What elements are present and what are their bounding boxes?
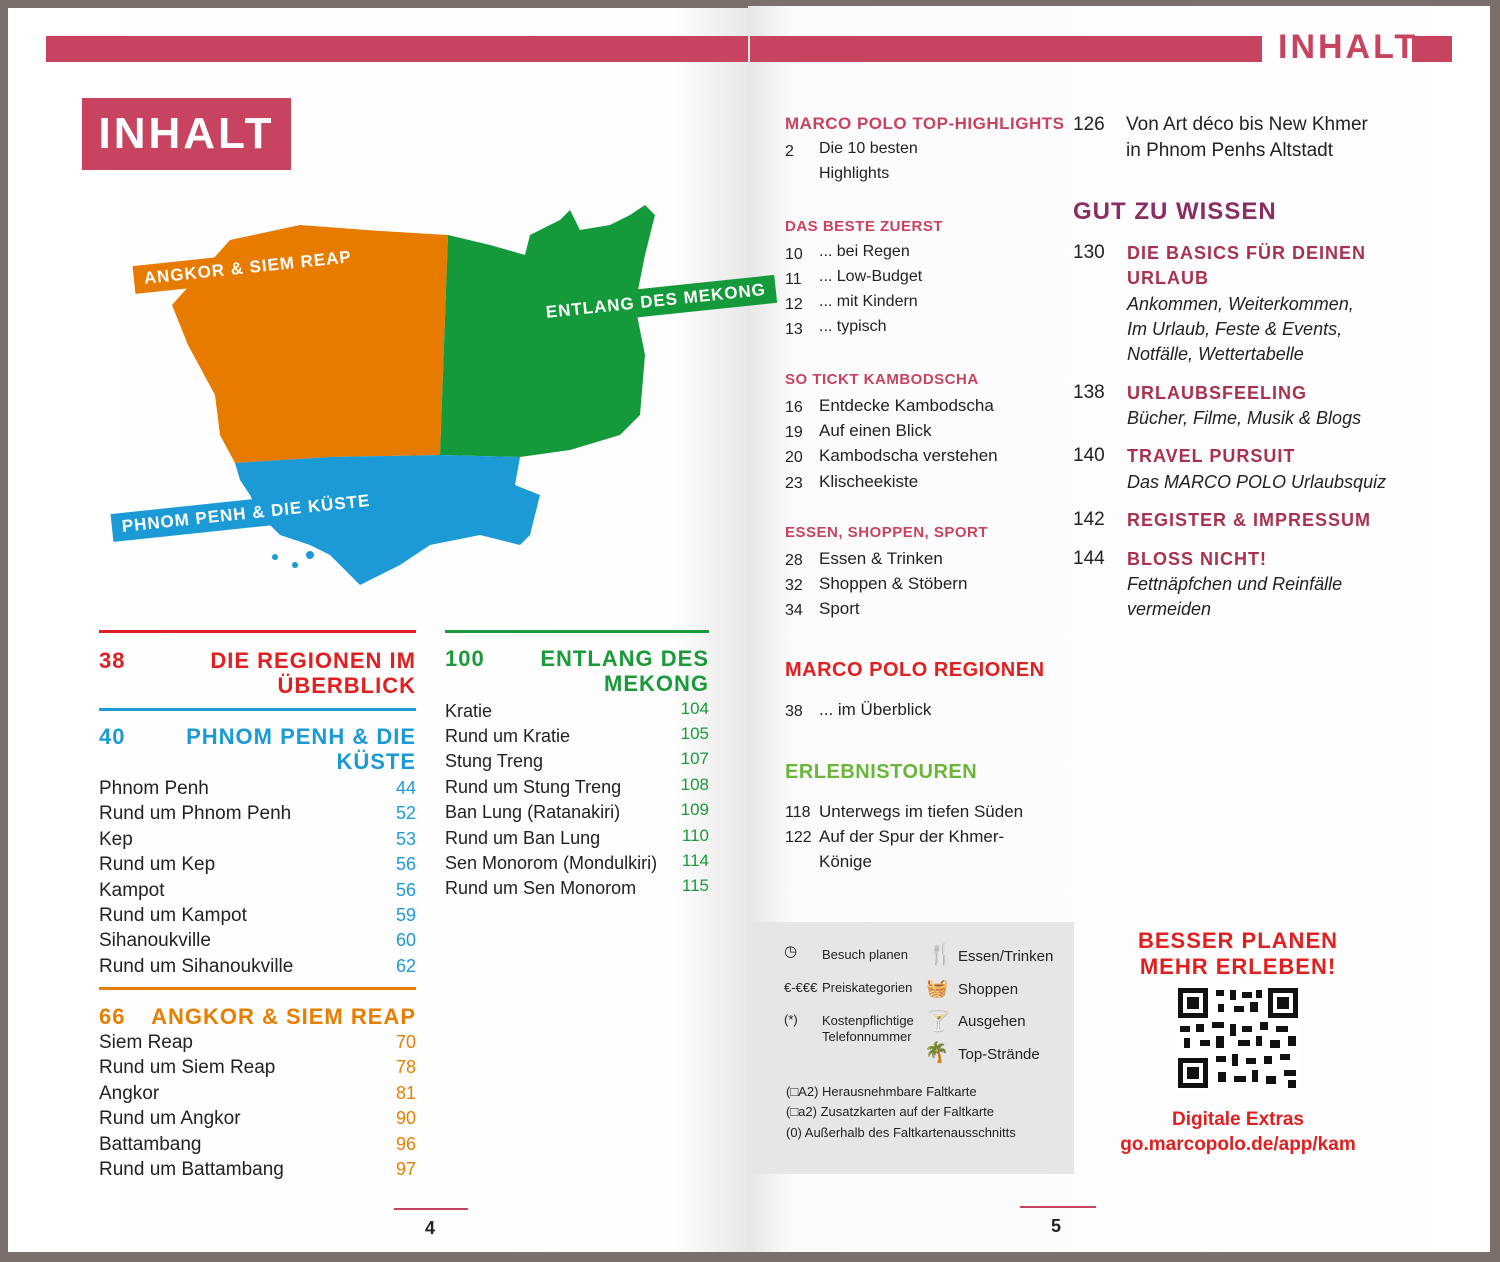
list-item-page: 107: [680, 749, 709, 768]
gut-zu-wissen-heading: GUT ZU WISSEN: [1073, 198, 1277, 225]
toc-page: 20: [785, 449, 803, 466]
toc-label: Entdecke Kambodscha: [819, 396, 994, 415]
list-item: Angkor: [99, 1083, 160, 1104]
toc-label: ... bei Regen: [819, 243, 910, 260]
list-item: Ban Lung (Ratanakiri): [445, 802, 621, 822]
toc-page: 144: [1073, 548, 1105, 569]
list-item-page: 90: [395, 1108, 416, 1128]
list-item: Rund um Sihanoukville: [99, 956, 294, 977]
toc-page: 2: [785, 143, 794, 160]
toc-label: Klischeekiste: [819, 472, 919, 491]
promo-extras-block: [1090, 1107, 1386, 1157]
phnom-title-line1: PHNOM PENH & DIE: [186, 724, 416, 749]
list-item-page: 110: [681, 826, 709, 845]
list-item: Rund um Kep: [99, 854, 216, 875]
clock-icon: ◷: [784, 943, 798, 960]
toc-page: 142: [1073, 509, 1105, 530]
toc-subtitle: Notfälle, Wettertabelle: [1127, 344, 1304, 364]
legend-kosten-line1: Kostenpflichtige: [822, 1013, 914, 1028]
toc-label: ... Low-Budget: [819, 268, 923, 285]
list-item-page: 105: [680, 724, 709, 743]
toc-heading: REGISTER & IMPRESSUM: [1127, 510, 1372, 530]
list-item: Siem Reap: [99, 1032, 193, 1053]
basket-icon: 🧺: [926, 978, 949, 998]
list-item-page: 56: [395, 854, 416, 874]
angkor-rule: [99, 987, 416, 990]
legend-map-2: (□a2) Zusatzkarten auf der Faltkarte: [786, 1104, 994, 1119]
toc-page: 13: [785, 321, 803, 338]
toc-label: Die 10 besten: [819, 140, 918, 157]
toc-page: 38: [785, 703, 803, 720]
phnom-title-line2: KÜSTE: [336, 749, 416, 774]
list-item: Phnom Penh: [99, 778, 209, 799]
promo-line1: BESSER PLANEN: [1137, 928, 1339, 953]
toc-heading: TRAVEL PURSUIT: [1127, 446, 1296, 466]
toc-page: 23: [785, 475, 803, 492]
list-item: Rund um Sen Monorom: [445, 878, 637, 898]
toc-label: ... typisch: [819, 318, 887, 335]
toc-heading: URLAUB: [1127, 268, 1209, 288]
cambodia-region-map: [100, 195, 720, 605]
toc-page: 126: [1073, 114, 1105, 135]
overview-rule: [99, 630, 416, 633]
promo-line2: MEHR ERLEBEN!: [1139, 954, 1337, 979]
list-item-page: 70: [395, 1032, 416, 1052]
toc-page: 34: [785, 602, 803, 619]
promo-extras: Digitale Extras: [1172, 1109, 1304, 1130]
list-item: Rund um Kratie: [445, 726, 571, 746]
list-item: Rund um Siem Reap: [99, 1057, 276, 1078]
right-header-bar: [750, 36, 1262, 62]
phnom-page: 40: [99, 724, 126, 749]
toc-subtitle: Ankommen, Weiterkommen,: [1127, 294, 1354, 314]
legend-map-1: (□A2) Herausnehmbare Faltkarte: [786, 1084, 977, 1099]
toc-subtitle: Im Urlaub, Feste & Events,: [1127, 319, 1343, 339]
regionen-heading: MARCO POLO REGIONEN: [785, 659, 1045, 681]
toc-label: ... mit Kindern: [819, 293, 918, 310]
toc-subtitle: Fettnäpfchen und Reinfälle: [1127, 574, 1343, 594]
list-item: Sen Monorom (Mondulkiri): [445, 853, 658, 873]
qr-code[interactable]: [1176, 986, 1300, 1090]
list-item: Battambang: [99, 1134, 202, 1155]
legend-ausgehen: Ausgehen: [958, 1013, 1026, 1030]
mekong-title-line1: ENTLANG DES: [540, 646, 709, 671]
left-page-number-line: [394, 1208, 468, 1210]
toc-label: Unterwegs im tiefen Süden: [819, 802, 1024, 821]
list-item-page: 62: [395, 956, 416, 976]
toc-page: 11: [785, 271, 802, 288]
list-item-page: 104: [680, 699, 709, 718]
list-item: Kampot: [99, 880, 165, 901]
right-page-title: INHALT: [1278, 28, 1419, 66]
list-item-page: 78: [395, 1057, 416, 1077]
essen-heading: ESSEN, SHOPPEN, SPORT: [785, 524, 989, 541]
list-item-page: 81: [395, 1083, 416, 1103]
page-title: INHALT: [82, 98, 291, 170]
list-item-page: 97: [395, 1159, 416, 1179]
map-label-mekong: ENTLANG DES MEKONG: [535, 275, 778, 328]
list-item-page: 114: [681, 851, 709, 870]
toc-page: 122: [785, 829, 812, 846]
toc-page: 28: [785, 552, 803, 569]
toc-label: ... im Überblick: [819, 700, 932, 719]
map-region-mekong: [440, 205, 655, 457]
overview-title-line2: ÜBERBLICK: [277, 673, 416, 698]
list-item: Kratie: [445, 701, 493, 721]
mekong-rule: [445, 630, 709, 633]
list-item: Kep: [99, 829, 133, 850]
palm-tree-icon: 🌴: [924, 1042, 949, 1064]
promo-headline: [1100, 928, 1376, 980]
toc-label: Könige: [819, 852, 872, 871]
phnom-rule: [99, 708, 416, 711]
map-label-phnom-penh: PHNOM PENH & DIE KÜSTE: [111, 486, 382, 542]
list-item: Stung Treng: [445, 751, 544, 771]
angkor-title: ANGKOR & SIEM REAP: [151, 1004, 416, 1029]
so-tickt-heading: SO TICKT KAMBODSCHA: [785, 371, 979, 388]
toc-label: Kambodscha verstehen: [819, 446, 998, 465]
fork-knife-icon: 🍴: [928, 944, 953, 966]
toc-label: Von Art déco bis New Khmer: [1126, 114, 1368, 135]
list-item-page: 44: [395, 778, 416, 798]
left-header-bar: [46, 36, 748, 62]
list-item: Sihanoukville: [99, 930, 211, 951]
list-item: Rund um Battambang: [99, 1159, 284, 1180]
toc-page: 130: [1073, 242, 1105, 263]
list-item-page: 60: [395, 930, 416, 950]
legend-besuch: Besuch planen: [822, 947, 909, 962]
toc-label: Auf der Spur der Khmer-: [819, 827, 1005, 846]
toc-page: 32: [785, 577, 803, 594]
toc-subtitle: Das MARCO POLO Urlaubsquiz: [1127, 472, 1387, 492]
cocktail-icon: 🍸: [926, 1011, 951, 1033]
toc-label: in Phnom Penhs Altstadt: [1126, 140, 1334, 161]
toc-page: 118: [785, 804, 811, 821]
angkor-page: 66: [99, 1004, 126, 1029]
legend-shoppen: Shoppen: [958, 981, 1019, 998]
list-item-page: 52: [395, 803, 416, 823]
toc-subtitle: vermeiden: [1127, 599, 1212, 619]
list-item-page: 59: [395, 905, 416, 925]
list-item: Rund um Phnom Penh: [99, 803, 292, 824]
legend-preis-symbol: €-€€€: [784, 980, 818, 995]
left-page-number: 4: [425, 1218, 436, 1238]
list-item: Rund um Kampot: [99, 905, 247, 926]
list-item-page: 96: [395, 1134, 416, 1154]
toc-page: 16: [785, 399, 803, 416]
legend-map-3: (0) Außerhalb des Faltkartenausschnitts: [786, 1125, 1016, 1140]
mekong-title-line2: MEKONG: [604, 671, 709, 696]
beste-zuerst-heading: DAS BESTE ZUERST: [785, 218, 944, 235]
erlebnis-heading: ERLEBNISTOUREN: [785, 761, 978, 783]
toc-subtitle: Bücher, Filme, Musik & Blogs: [1127, 408, 1362, 428]
list-item-page: 53: [395, 829, 416, 849]
legend-stern-symbol: (*): [784, 1012, 798, 1027]
toc-label: Essen & Trinken: [819, 549, 943, 568]
overview-page: 38: [99, 648, 126, 673]
list-item: Rund um Angkor: [99, 1108, 241, 1129]
toc-page: 140: [1073, 445, 1105, 466]
toc-page: 10: [785, 246, 803, 263]
toc-heading: URLAUBSFEELING: [1127, 383, 1307, 403]
toc-label: Highlights: [819, 165, 890, 182]
toc-heading: DIE BASICS FÜR DEINEN: [1127, 243, 1367, 263]
toc-label: Sport: [819, 599, 860, 618]
right-page-number: 5: [1051, 1216, 1062, 1236]
toc-page: 19: [785, 424, 803, 441]
list-item: Rund um Ban Lung: [445, 828, 601, 848]
map-label-angkor: ANGKOR & SIEM REAP: [133, 242, 363, 294]
legend-straende: Top-Strände: [958, 1046, 1040, 1063]
right-page-number-line: [1020, 1206, 1096, 1208]
toc-label: Shoppen & Stöbern: [819, 574, 968, 593]
list-item-page: 109: [680, 800, 709, 819]
legend-essen: Essen/Trinken: [958, 948, 1054, 965]
list-item-page: 115: [681, 876, 709, 895]
legend-kosten-line2: Telefonnummer: [822, 1029, 912, 1044]
mekong-page: 100: [445, 646, 485, 671]
list-item-page: 108: [680, 775, 709, 794]
promo-url[interactable]: go.marcopolo.de/app/kam: [1120, 1134, 1356, 1155]
list-item: Rund um Stung Treng: [445, 777, 622, 797]
toc-page: 12: [785, 296, 803, 313]
toc-page: 138: [1073, 382, 1105, 403]
top-highlights-heading: MARCO POLO TOP-HIGHLIGHTS: [785, 114, 1065, 133]
overview-title-line1: DIE REGIONEN IM: [210, 648, 416, 673]
legend-preis: Preiskategorien: [822, 980, 913, 995]
list-item-page: 56: [395, 880, 416, 900]
toc-heading: BLOSS NICHT!: [1127, 549, 1267, 569]
toc-label: Auf einen Blick: [819, 421, 932, 440]
